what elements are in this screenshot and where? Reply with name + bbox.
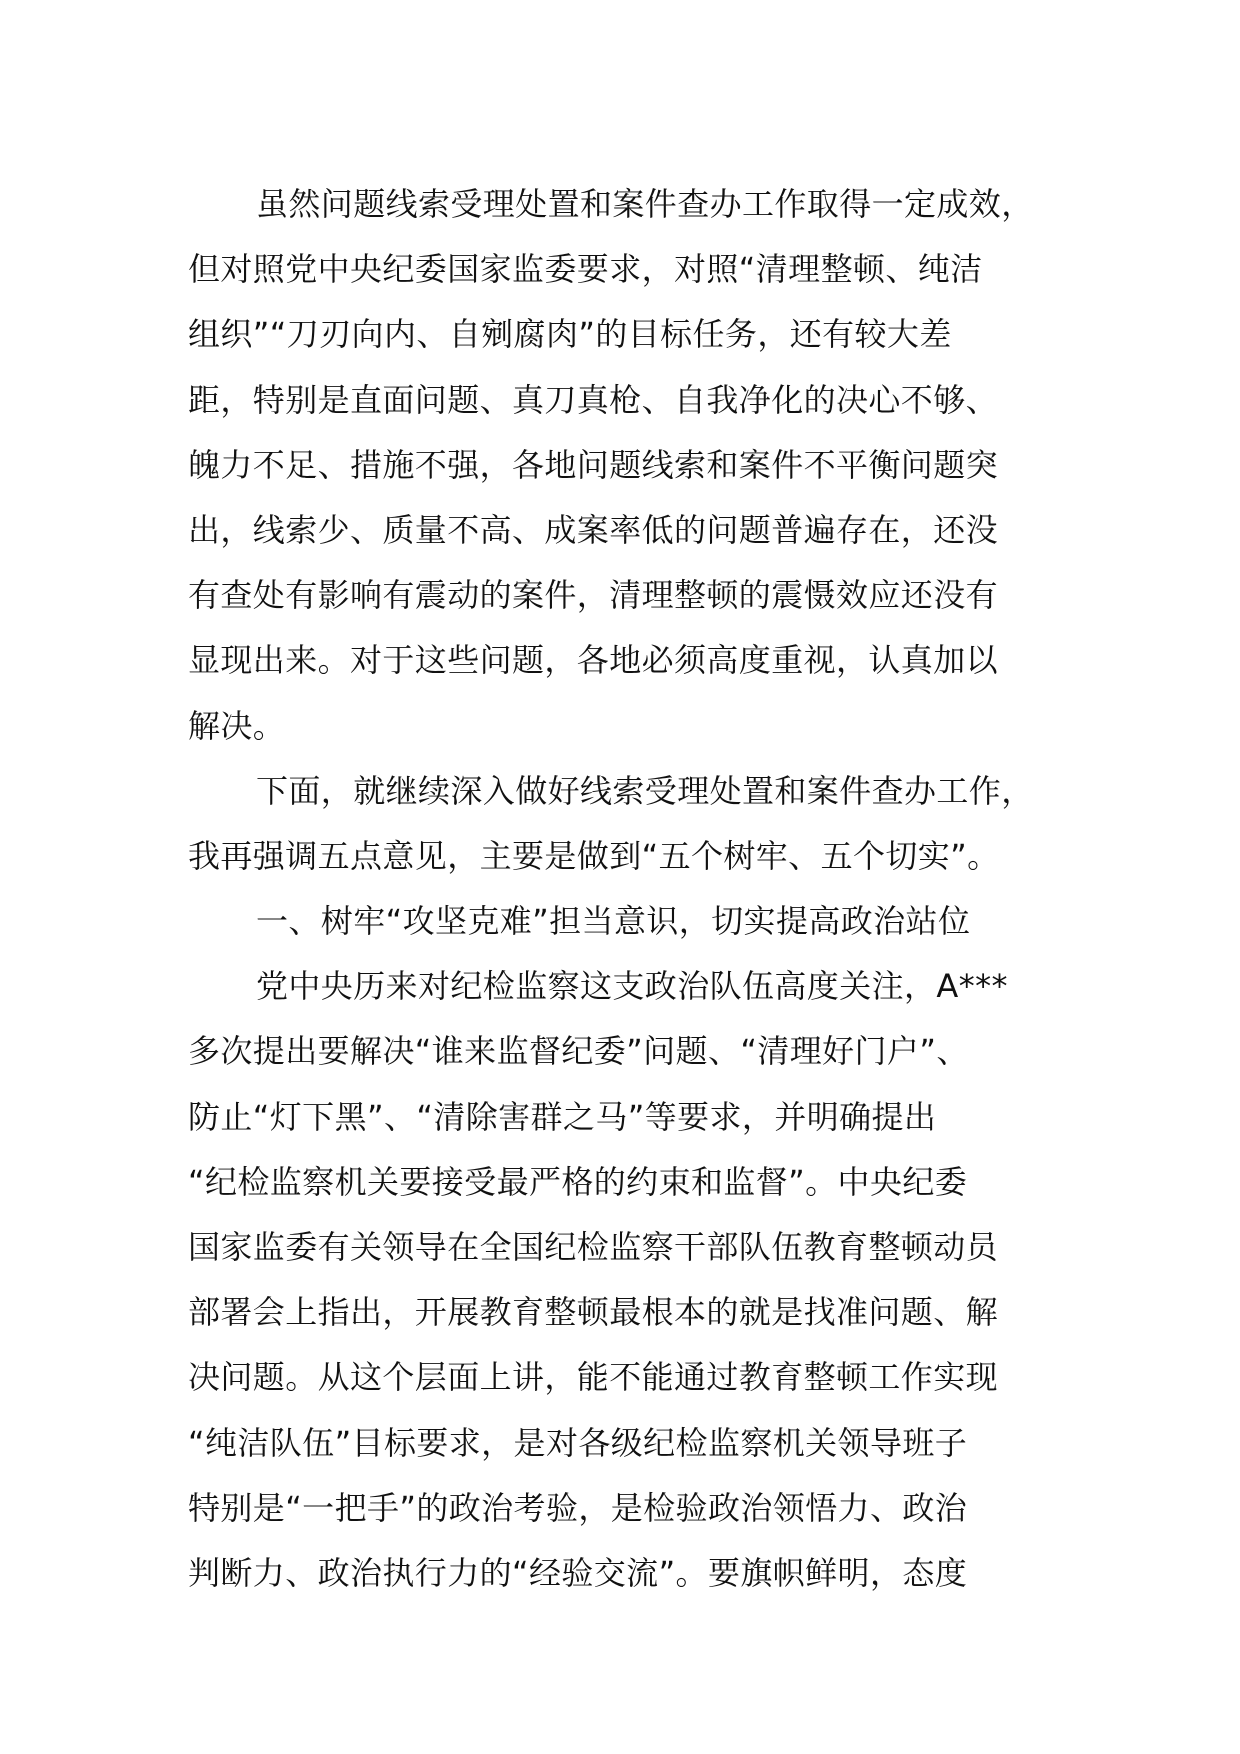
paragraph-first-line: 一、树牢“攻坚克难”担当意识，切实提高政治站位 bbox=[256, 902, 971, 941]
paragraph-first-line: 党中央历来对纪检监察这支政治队伍高度关注，A*** bbox=[256, 967, 1008, 1006]
text-line: 显现出来。对于这些问题，各地必须高度重视，认真加以 bbox=[188, 641, 999, 680]
text-line: 国家监委有关领导在全国纪检监察干部队伍教育整顿动员 bbox=[188, 1228, 999, 1266]
text-line: 组织”“刀刃向内、自剜腐肉”的目标任务，还有较大差 bbox=[188, 315, 952, 354]
text-line: 防止“灯下黑”、“清除害群之马”等要求，并明确提出 bbox=[188, 1097, 937, 1136]
text-line: 有查处有影响有震动的案件，清理整顿的震慑效应还没有 bbox=[188, 576, 999, 615]
text-line: 魄力不足、措施不强，各地问题线索和案件不平衡问题突 bbox=[188, 445, 999, 484]
text-line: 判断力、政治执行力的“经验交流”。要旗帜鲜明，态度 bbox=[188, 1553, 968, 1592]
text-line: “纯洁队伍”目标要求，是对各级纪检监察机关领导班子 bbox=[188, 1423, 968, 1462]
text-line: 解决。 bbox=[188, 706, 286, 745]
text-line: 特别是“一把手”的政治考验，是检验政治领悟力、政治 bbox=[188, 1488, 968, 1527]
text-line: 但对照党中央纪委国家监委要求，对照“清理整顿、纯洁 bbox=[188, 250, 983, 289]
text-line: 多次提出要解决“谁来监督纪委”问题、“清理好门户”、 bbox=[188, 1032, 969, 1071]
paragraph-first-line: 下面，就继续深入做好线索受理处置和案件查办工作， bbox=[256, 771, 1034, 810]
text-line: 距，特别是直面问题、真刀真枪、自我净化的决心不够、 bbox=[188, 380, 999, 419]
text-line: 我再强调五点意见，主要是做到“五个树牢、五个切实”。 bbox=[188, 836, 1000, 875]
text-line: 决问题。从这个层面上讲，能不能通过教育整顿工作实现 bbox=[188, 1358, 999, 1397]
document-body bbox=[188, 172, 1068, 1606]
text-line: “纪检监察机关要接受最严格的约束和监督”。中央纪委 bbox=[188, 1162, 968, 1201]
text-line: 出，线索少、质量不高、成案率低的问题普遍存在，还没 bbox=[188, 510, 999, 549]
text-line: 部署会上指出，开展教育整顿最根本的就是找准问题、解 bbox=[188, 1293, 999, 1332]
paragraph-first-line: 虽然问题线索受理处置和案件查办工作取得一定成效， bbox=[256, 185, 1034, 223]
